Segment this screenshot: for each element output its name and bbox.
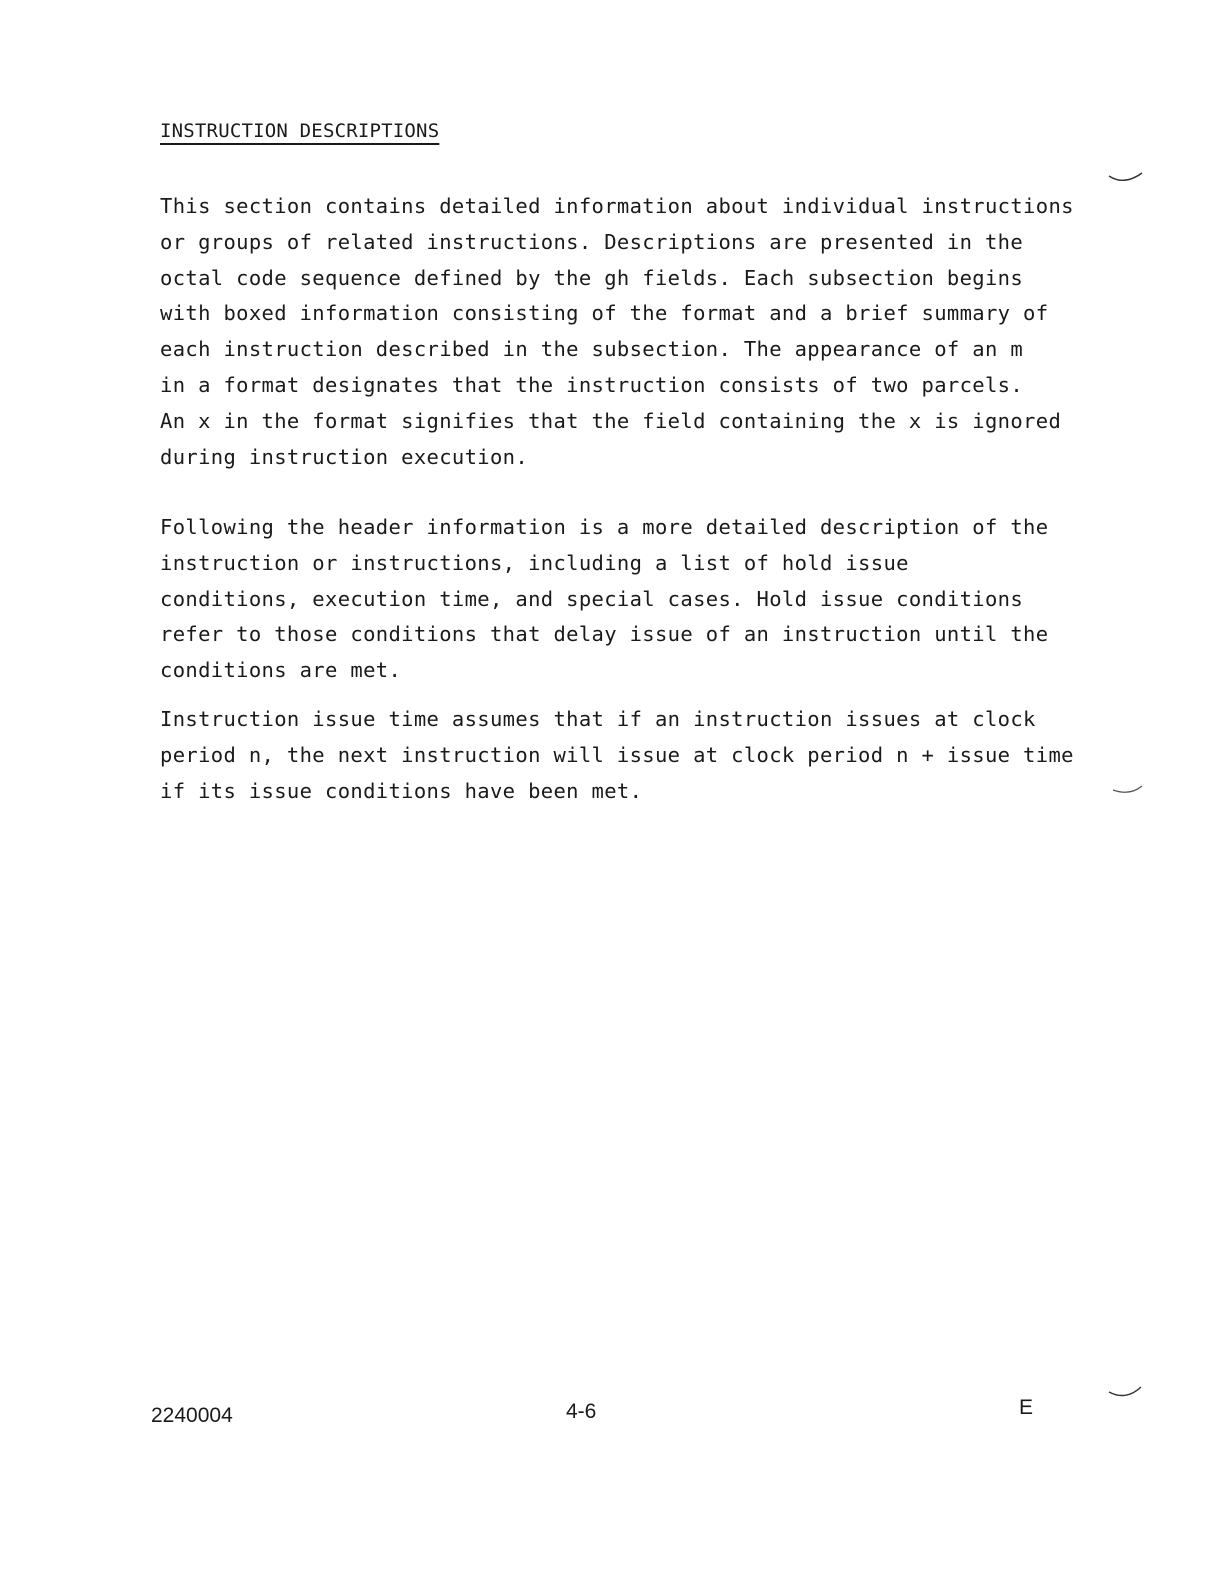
text-line: refer to those conditions that delay issue of an instruction until the [160,622,1049,647]
text-line: octal code sequence defined by the gh fields. Each subsection begins [160,265,1024,290]
binder-hole-mark [1112,782,1148,796]
binder-hole-mark [1108,170,1144,184]
paragraph-3 [160,702,1074,809]
text-line: or groups of related instructions. Descriptions are presented in the [160,229,1024,254]
text-line: during instruction execution. [160,444,529,469]
binder-hole-mark [1108,1385,1144,1399]
text-line: with boxed information consisting of the format and a brief summary of [160,301,1049,326]
text-line: Following the header information is a more detailed description of the [160,515,1049,539]
document-number: 2240004 [151,1404,233,1427]
paragraph-1 [160,189,1074,475]
paragraph-2 [160,510,1049,689]
text-line: instruction or instructions, including a list of hold issue [160,550,909,575]
section-heading: INSTRUCTION DESCRIPTIONS [160,120,440,142]
revision-letter: E [1019,1396,1034,1419]
text-line: This section contains detailed information about individual instructions [160,194,1074,218]
text-line: Instruction issue time assumes that if an instruction issues at clock [160,707,1036,731]
text-line: conditions are met. [160,658,402,683]
page-number: 4-6 [566,1400,597,1423]
text-line: if its issue conditions have been met. [160,778,643,803]
text-line: An x in the format signifies that the field containing the x is ignored [160,408,1062,433]
text-line: each instruction described in the subsection. The appearance of an m [160,337,1024,362]
text-line: in a format designates that the instruction consists of two parcels. [160,372,1024,397]
text-line: conditions, execution time, and special cases. Hold issue conditions [160,586,1024,611]
text-line: period n, the next instruction will issue at clock period n + issue time [160,742,1074,767]
